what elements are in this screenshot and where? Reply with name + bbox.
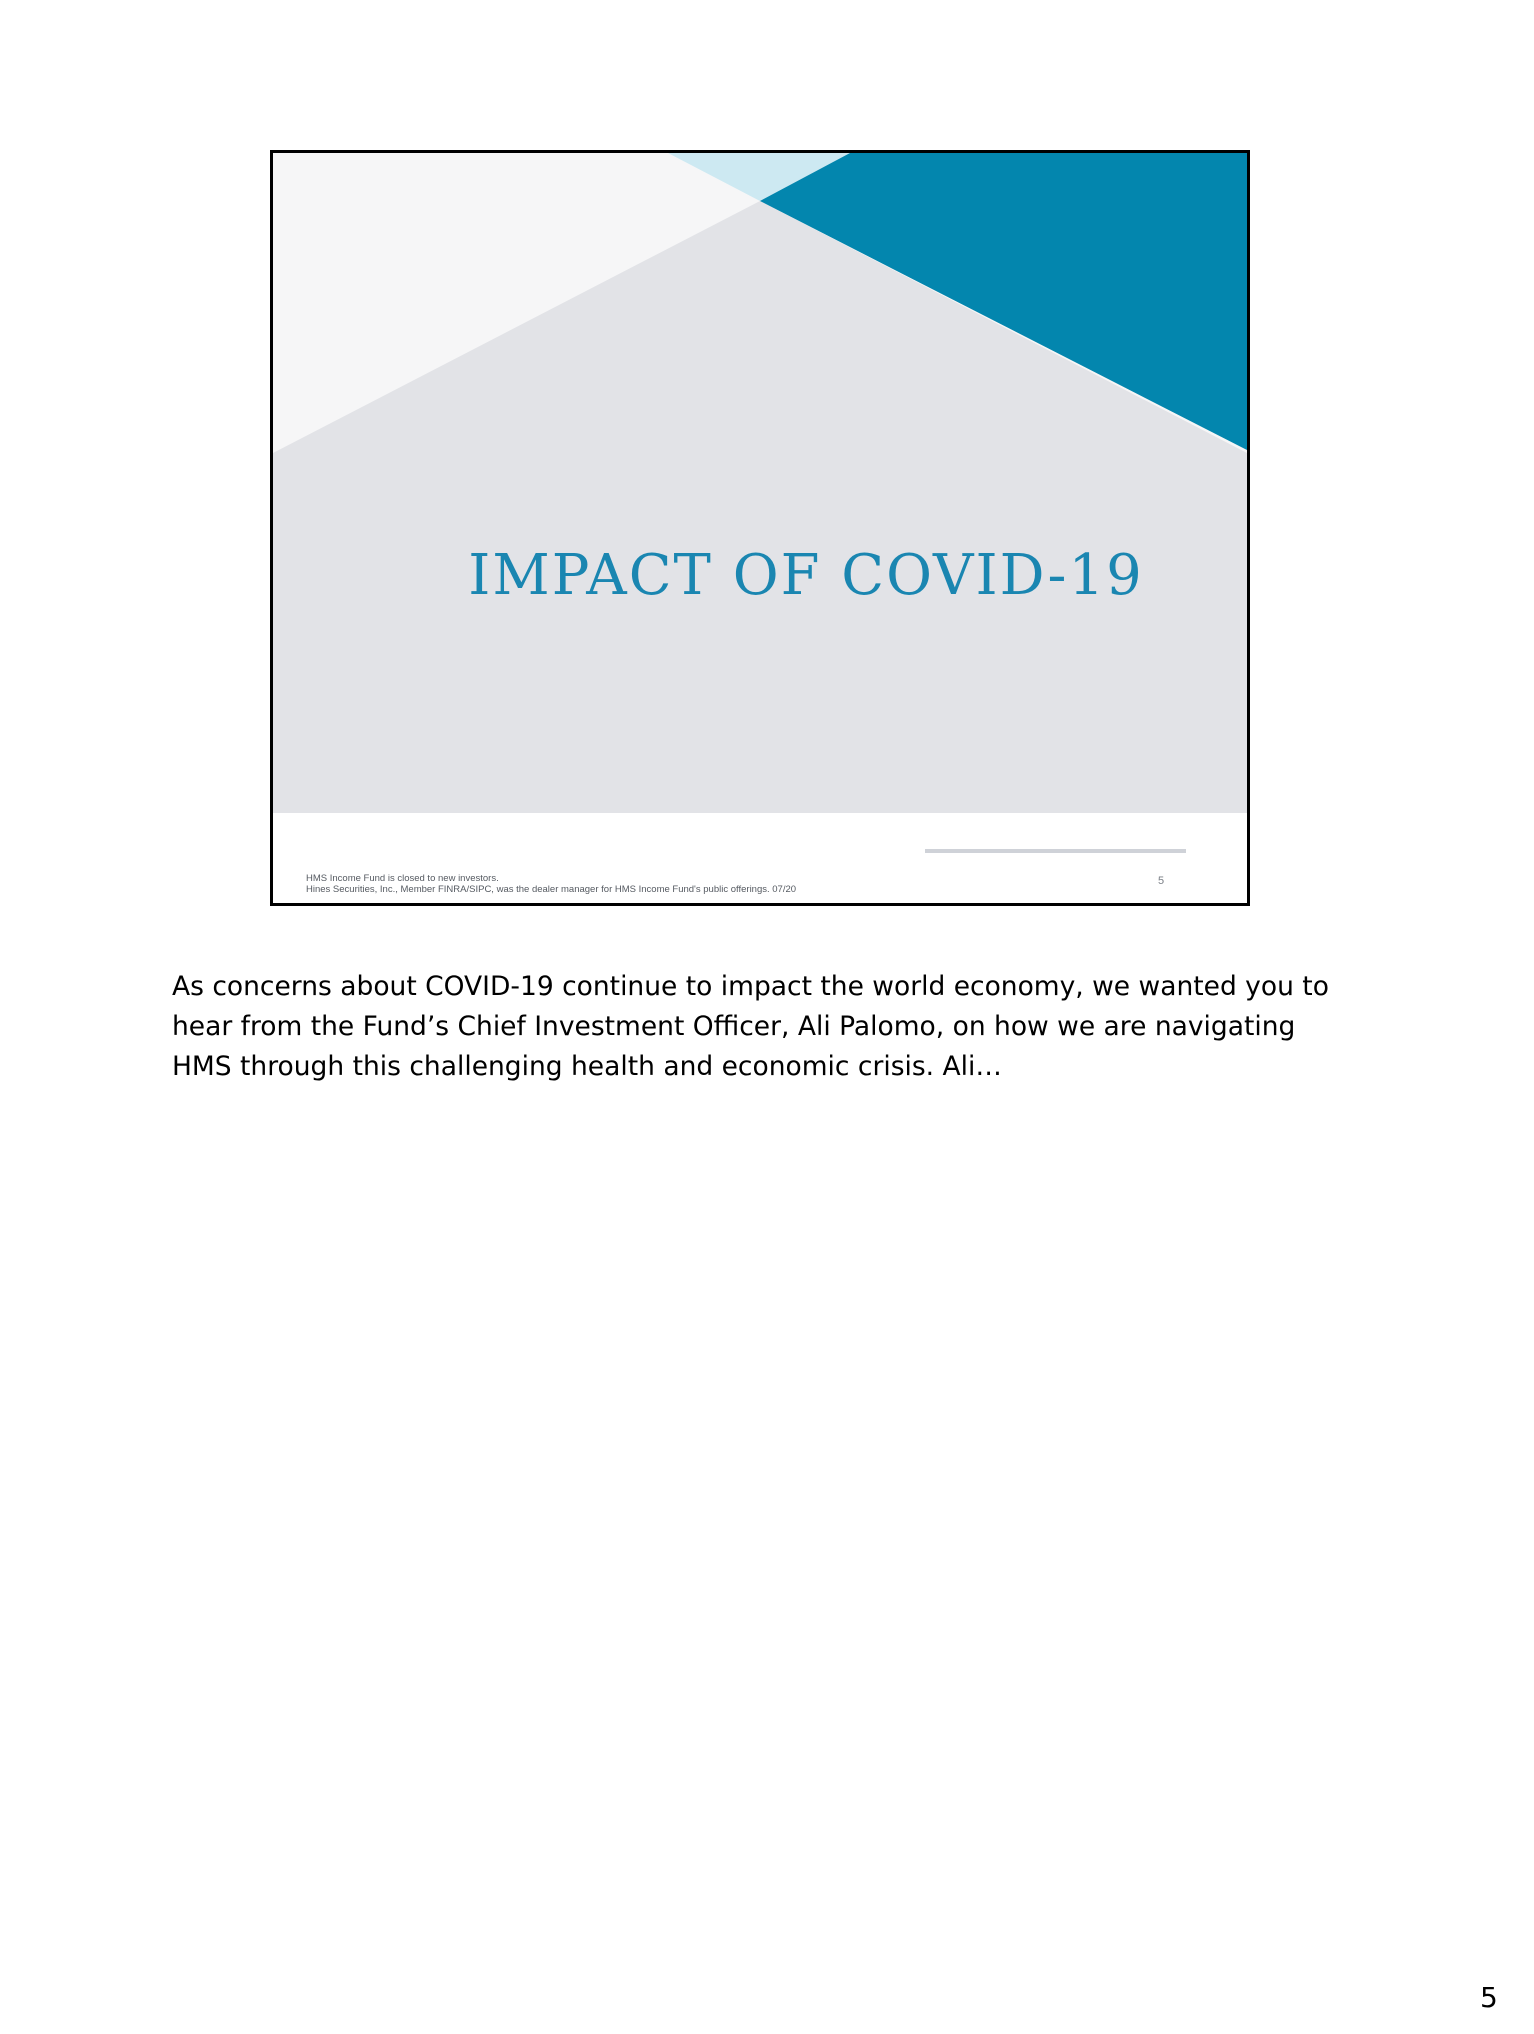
notes-line-1: As concerns about COVID-19 continue to impact the world economy, we wanted you to [172,971,1329,1002]
footer-divider [925,849,1186,853]
slide-thumbnail [270,150,1250,906]
slide-number: 5 [1158,875,1165,887]
notes-line-2: hear from the Fund’s Chief Investment Officer, Ali Palomo, on how we are navigating [172,1011,1296,1042]
slide-background-graphic [273,153,1247,903]
footer-line-1: HMS Income Fund is closed to new investors. [306,873,499,884]
slide-footer-notes [306,873,796,895]
notes-line-3: HMS through this challenging health and economic crisis. Ali… [172,1051,1002,1082]
footer-line-2: Hines Securities, Inc., Member FINRA/SIPC, was the dealer manager for HMS Income Fund's public offerings. 07/20 [306,884,797,895]
slide-title: IMPACT OF COVID-19 [468,543,1144,608]
speaker-notes [172,967,1372,1087]
page-number: 5 [1480,1981,1498,2014]
